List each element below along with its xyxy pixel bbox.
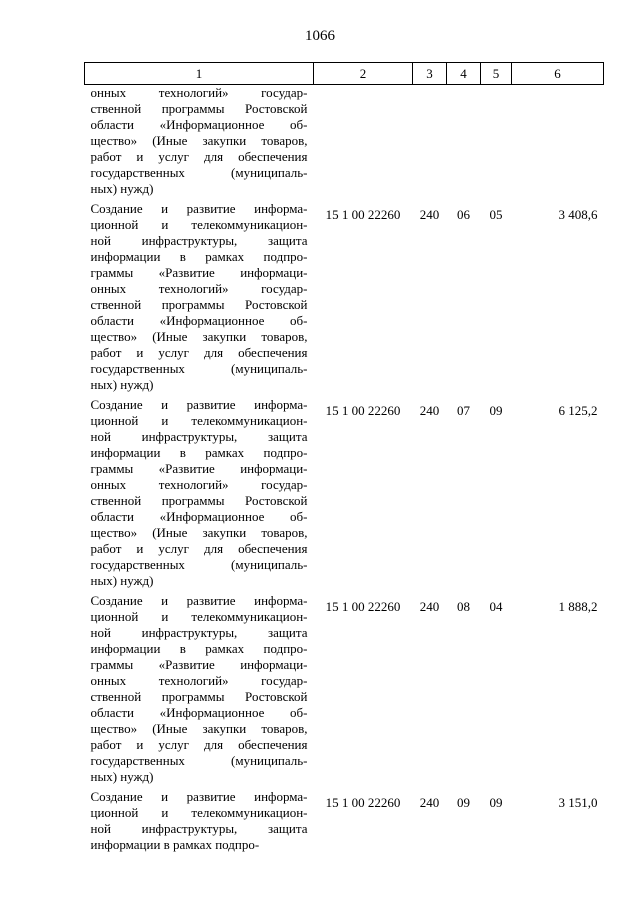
description-line: щество» (Иные закупки товаров,: [90, 721, 308, 736]
subsection-cell: 05: [489, 207, 503, 222]
description-line: граммы «Развитие информаци-: [90, 657, 308, 672]
table-row: [85, 85, 604, 202]
expense-type-cell: 240: [419, 795, 440, 810]
expense-type-cell: 240: [419, 207, 440, 222]
description-line: информации в рамках подпро-: [90, 837, 260, 852]
description-line: онных технологий» государ-: [90, 85, 308, 100]
amount-cell: 6 125,2: [558, 403, 598, 418]
description-line: ственной программы Ростовской: [90, 101, 308, 116]
subsection-cell: 04: [489, 599, 503, 614]
description-line: ной инфраструктуры, защита: [90, 429, 308, 444]
amount-cell: 1 888,2: [558, 599, 598, 614]
description-line: Создание и развитие информа-: [90, 593, 308, 608]
target-code-cell: 15 1 00 22260: [325, 795, 401, 810]
subsection-cell: 09: [489, 403, 503, 418]
target-code-cell: 15 1 00 22260: [325, 207, 401, 222]
description-line: информации в рамках подпро-: [90, 445, 308, 460]
description-line: Создание и развитие информа-: [90, 201, 308, 216]
column-header: 1: [85, 63, 314, 85]
section-cell: 06: [457, 207, 470, 222]
description-line: ционной и телекоммуникацион-: [90, 217, 308, 232]
expense-type-cell: [413, 85, 447, 202]
description-line: области «Информационное об-: [90, 705, 308, 720]
column-header: 3: [413, 63, 447, 85]
target-code-cell: 15 1 00 22260: [325, 403, 401, 418]
description-line: Создание и развитие информа-: [90, 397, 308, 412]
table-row: [85, 201, 604, 397]
description-line: работ и услуг для обеспечения: [90, 737, 308, 752]
table-row: [85, 593, 604, 789]
description-line: онных технологий» государ-: [90, 673, 308, 688]
description-line: государственных (муниципаль-: [90, 361, 308, 376]
column-header: 2: [314, 63, 413, 85]
description-line: ной инфраструктуры, защита: [90, 821, 308, 836]
section-cell: 07: [457, 403, 470, 418]
description-line: области «Информационное об-: [90, 313, 308, 328]
budget-table: [84, 62, 604, 857]
description-line: Создание и развитие информа-: [90, 789, 308, 804]
section-cell: 09: [457, 795, 470, 810]
description-line: работ и услуг для обеспечения: [90, 541, 308, 556]
description-line: ционной и телекоммуникацион-: [90, 805, 308, 820]
description-line: ной инфраструктуры, защита: [90, 233, 308, 248]
description-line: онных технологий» государ-: [90, 281, 308, 296]
expense-type-cell: 240: [419, 403, 440, 418]
description-line: граммы «Развитие информаци-: [90, 265, 308, 280]
section-cell: 08: [457, 599, 470, 614]
description-line: информации в рамках подпро-: [90, 249, 308, 264]
table-header-row: [85, 63, 604, 85]
description-line: работ и услуг для обеспечения: [90, 149, 308, 164]
amount-cell: 3 151,0: [558, 795, 598, 810]
description-line: ной инфраструктуры, защита: [90, 625, 308, 640]
subsection-cell: [481, 85, 512, 202]
row-description: [85, 593, 314, 789]
description-line: щество» (Иные закупки товаров,: [90, 525, 308, 540]
table-row: [85, 397, 604, 593]
description-line: информации в рамках подпро-: [90, 641, 308, 656]
amount-cell: [512, 85, 604, 202]
description-line: ционной и телекоммуникацион-: [90, 413, 308, 428]
description-line: ционной и телекоммуникацион-: [90, 609, 308, 624]
page-number: 1066: [305, 28, 335, 44]
row-description: [85, 201, 314, 397]
description-line: ных) нужд): [90, 769, 154, 784]
description-line: граммы «Развитие информаци-: [90, 461, 308, 476]
description-line: ственной программы Ростовской: [90, 493, 308, 508]
row-description: [85, 85, 314, 202]
description-line: щество» (Иные закупки товаров,: [90, 329, 308, 344]
description-line: ных) нужд): [90, 377, 154, 392]
description-line: государственных (муниципаль-: [90, 753, 308, 768]
column-header: 6: [512, 63, 604, 85]
table-row: [85, 789, 604, 857]
description-line: государственных (муниципаль-: [90, 557, 308, 572]
description-line: ственной программы Ростовской: [90, 689, 308, 704]
description-line: ных) нужд): [90, 181, 154, 196]
column-header: 5: [481, 63, 512, 85]
description-line: ных) нужд): [90, 573, 154, 588]
column-header: 4: [447, 63, 481, 85]
amount-cell: 3 408,6: [558, 207, 598, 222]
target-code-cell: 15 1 00 22260: [325, 599, 401, 614]
description-line: области «Информационное об-: [90, 509, 308, 524]
section-cell: [447, 85, 481, 202]
row-description: [85, 789, 314, 857]
subsection-cell: 09: [489, 795, 503, 810]
row-description: [85, 397, 314, 593]
expense-type-cell: 240: [419, 599, 440, 614]
description-line: ственной программы Ростовской: [90, 297, 308, 312]
target-code-cell: [314, 85, 413, 202]
description-line: области «Информационное об-: [90, 117, 308, 132]
description-line: онных технологий» государ-: [90, 477, 308, 492]
description-line: щество» (Иные закупки товаров,: [90, 133, 308, 148]
description-line: государственных (муниципаль-: [90, 165, 308, 180]
description-line: работ и услуг для обеспечения: [90, 345, 308, 360]
